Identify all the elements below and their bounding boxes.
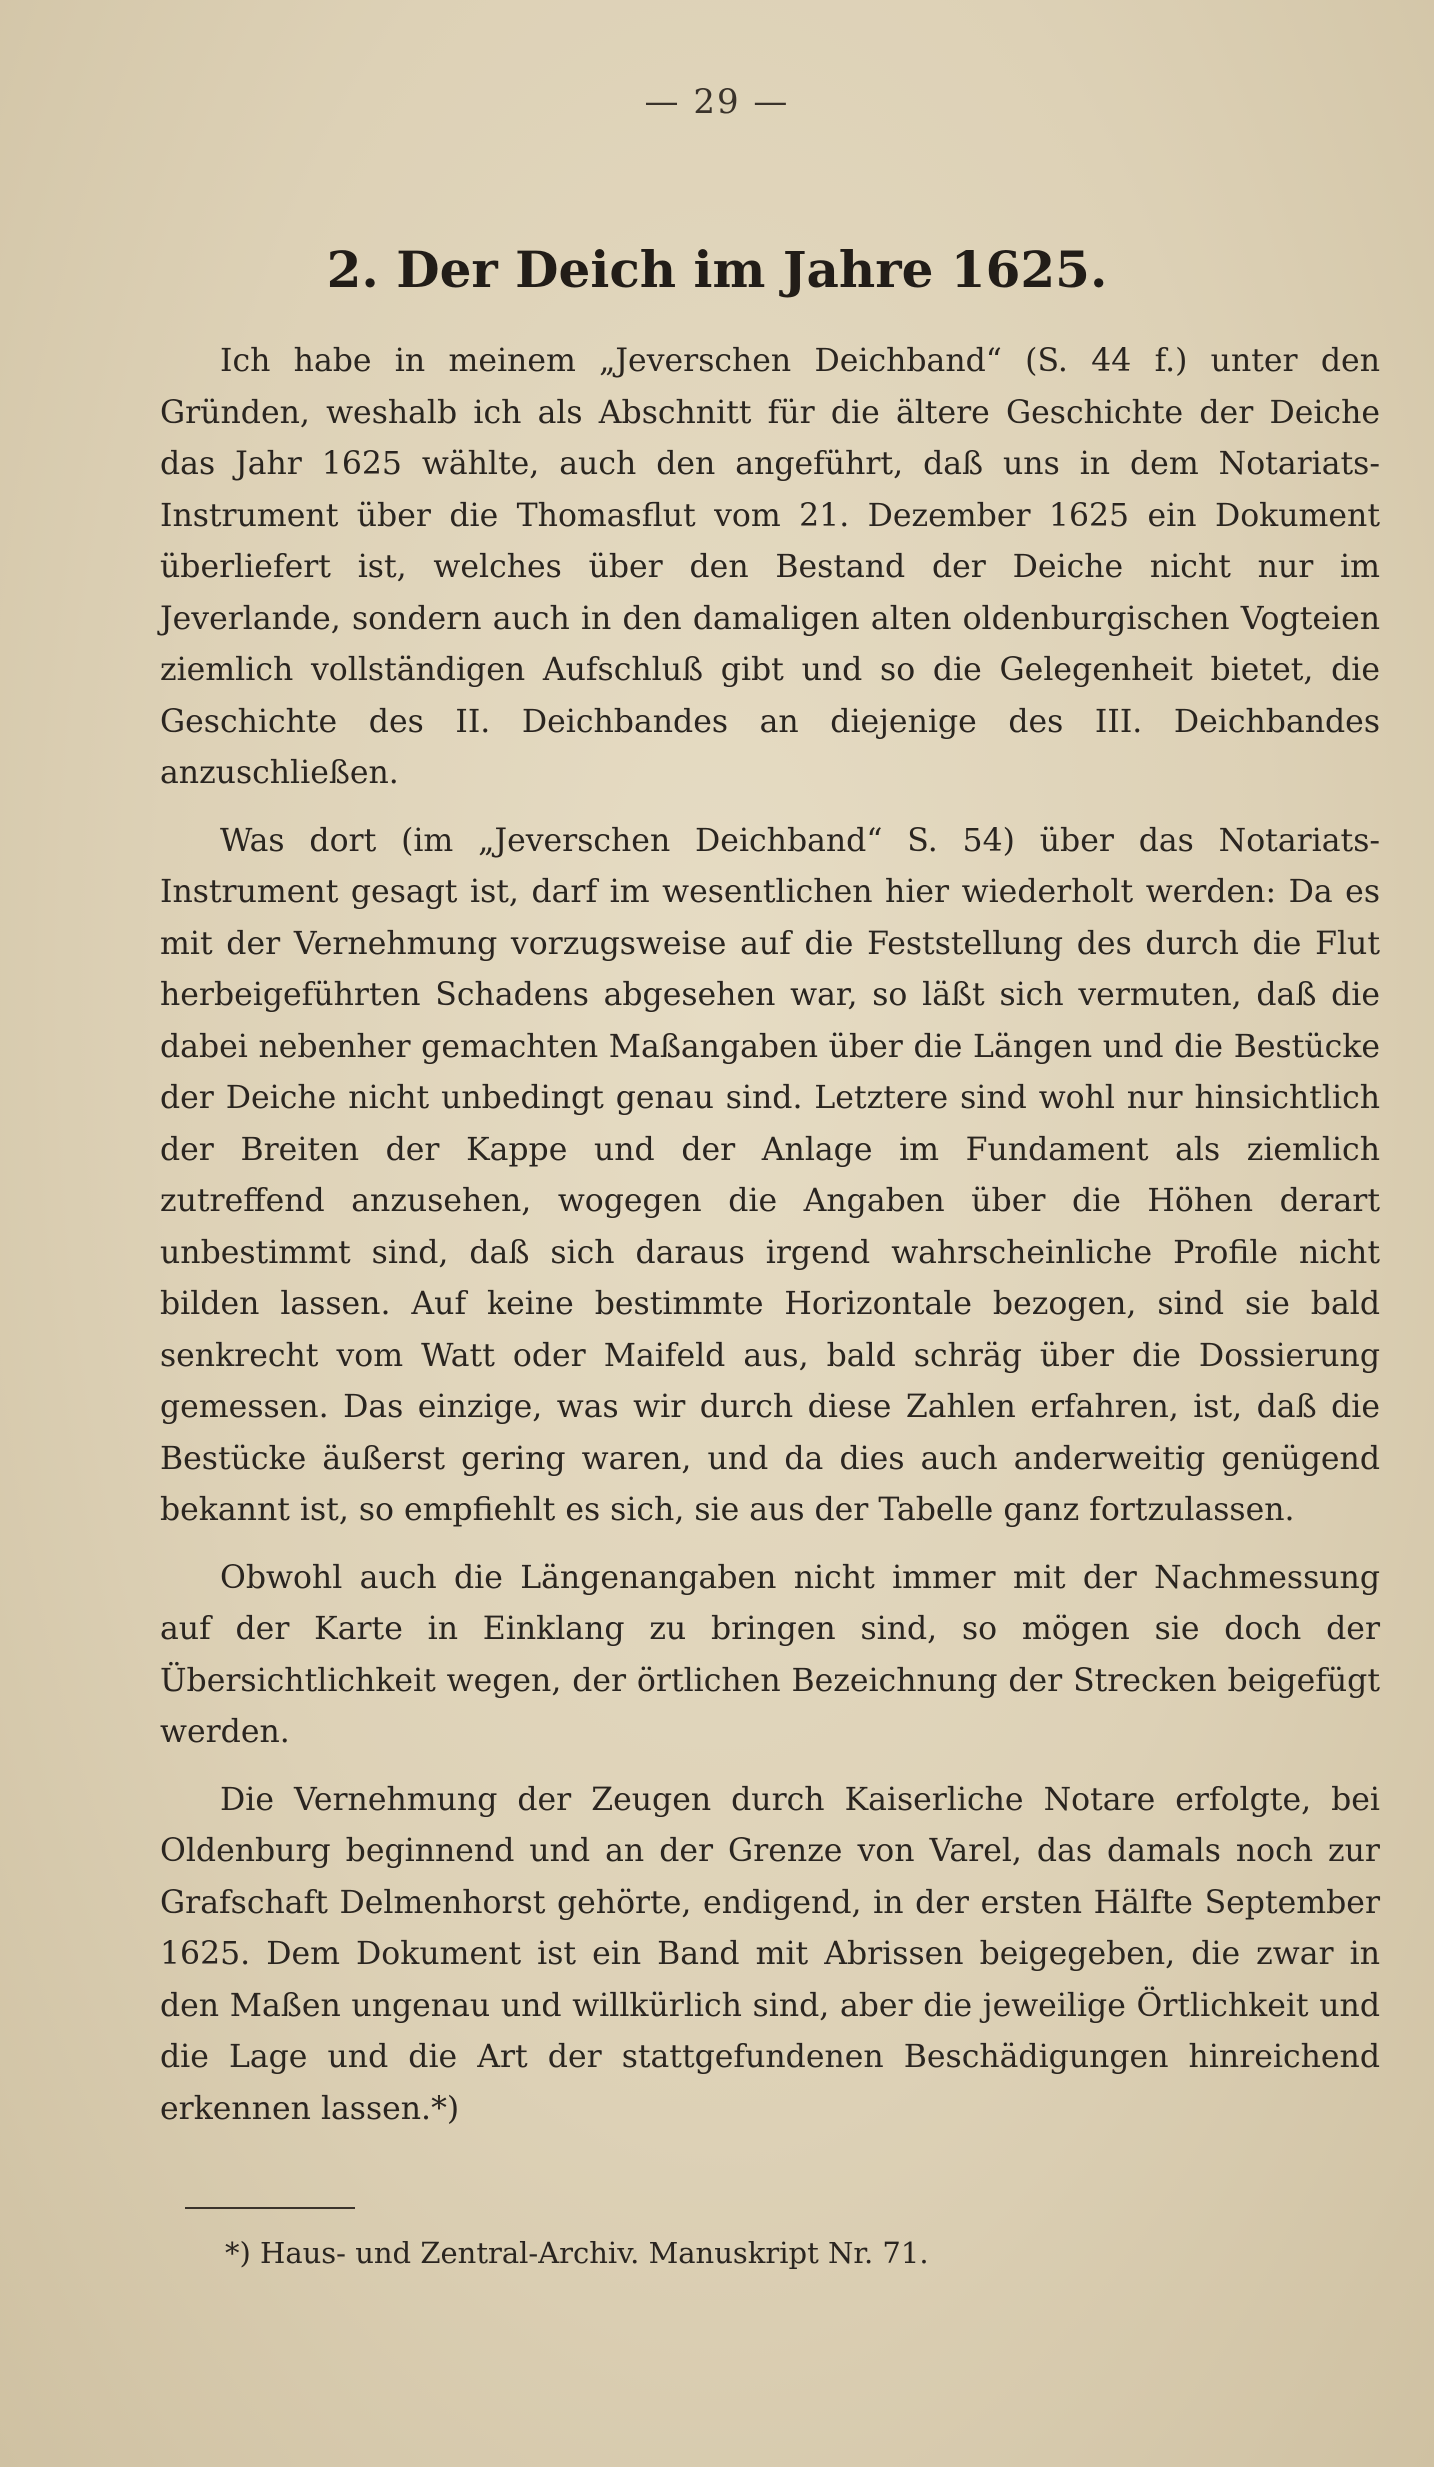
body-text (160, 336, 1380, 2151)
paragraph-1: Ich habe in meinem „Jeverschen Deichband“ (S. 44 f.) unter den Gründen, weshalb ich als Abschnitt für die ältere Geschichte der Deiche das Jahr 1625 wählte, auch den angeführt, daß uns in dem Notariats-Instrument über die Thomasflut vom 21. Dezember 1625 ein Dokument überliefert ist, welches über den Bestand der Deiche nicht nur im Jeverlande, sondern auch in den damaligen alten oldenburgischen Vogteien ziemlich vollständigen Aufschluß gibt und so die Gelegenheit bietet, die Geschichte des II. Deichbandes an diejenige des III. Deichbandes anzuschließen. (160, 343, 1380, 791)
section-heading: 2. Der Deich im Jahre 1625. (326, 240, 1108, 299)
footnote: *) Haus- und Zentral-Archiv. Manuskript Nr. 71. (225, 2236, 929, 2270)
paragraph-4: Die Vernehmung der Zeugen durch Kaiserliche Notare erfolgte, bei Oldenburg beginnend und an der Grenze von Varel, das damals noch zur Grafschaft Delmenhorst gehörte, endigend, in der ersten Hälfte September 1625. Dem Dokument ist ein Band mit Abrissen beigegeben, die zwar in den Maßen ungenau und willkürlich sind, aber die jeweilige Örtlichkeit und die Lage und die Art der stattgefundenen Beschädigungen hinreichend erkennen lassen.*) (160, 1781, 1380, 2127)
page-number: — 29 — (644, 82, 790, 122)
paragraph-3: Obwohl auch die Längenangaben nicht immer mit der Nachmessung auf der Karte in Einklang zu bringen sind, so mögen sie doch der Übersichtlichkeit wegen, der örtlichen Bezeichnung der Strecken beigefügt werden. (160, 1559, 1380, 1750)
paragraph-2: Was dort (im „Jeverschen Deichband“ S. 54) über das Notariats-Instrument gesagt ist, darf im wesentlichen hier wiederholt werden: Da es mit der Vernehmung vorzugsweise auf die Feststellung des durch die Flut herbeigeführten Schadens abgesehen war, so läßt sich vermuten, daß die dabei nebenher gemachten Maßangaben über die Längen und die Bestücke der Deiche nicht unbedingt genau sind. Letztere sind wohl nur hinsichtlich der Breiten der Kappe und der Anlage im Fundament als ziemlich zutreffend anzusehen, wogegen die Angaben über die Höhen derart unbestimmt sind, daß sich daraus irgend wahrscheinliche Profile nicht bilden lassen. Auf keine bestimmte Horizontale bezogen, sind sie bald senkrecht vom Watt oder Maifeld aus, bald schräg über die Dossierung gemessen. Das einzige, was wir durch diese Zahlen erfahren, ist, daß die Bestücke äußerst gering waren, und da dies auch anderweitig genügend bekannt ist, so empfiehlt es sich, sie aus der Tabelle ganz fortzulassen. (160, 822, 1380, 1528)
footnote-divider (185, 2207, 355, 2209)
